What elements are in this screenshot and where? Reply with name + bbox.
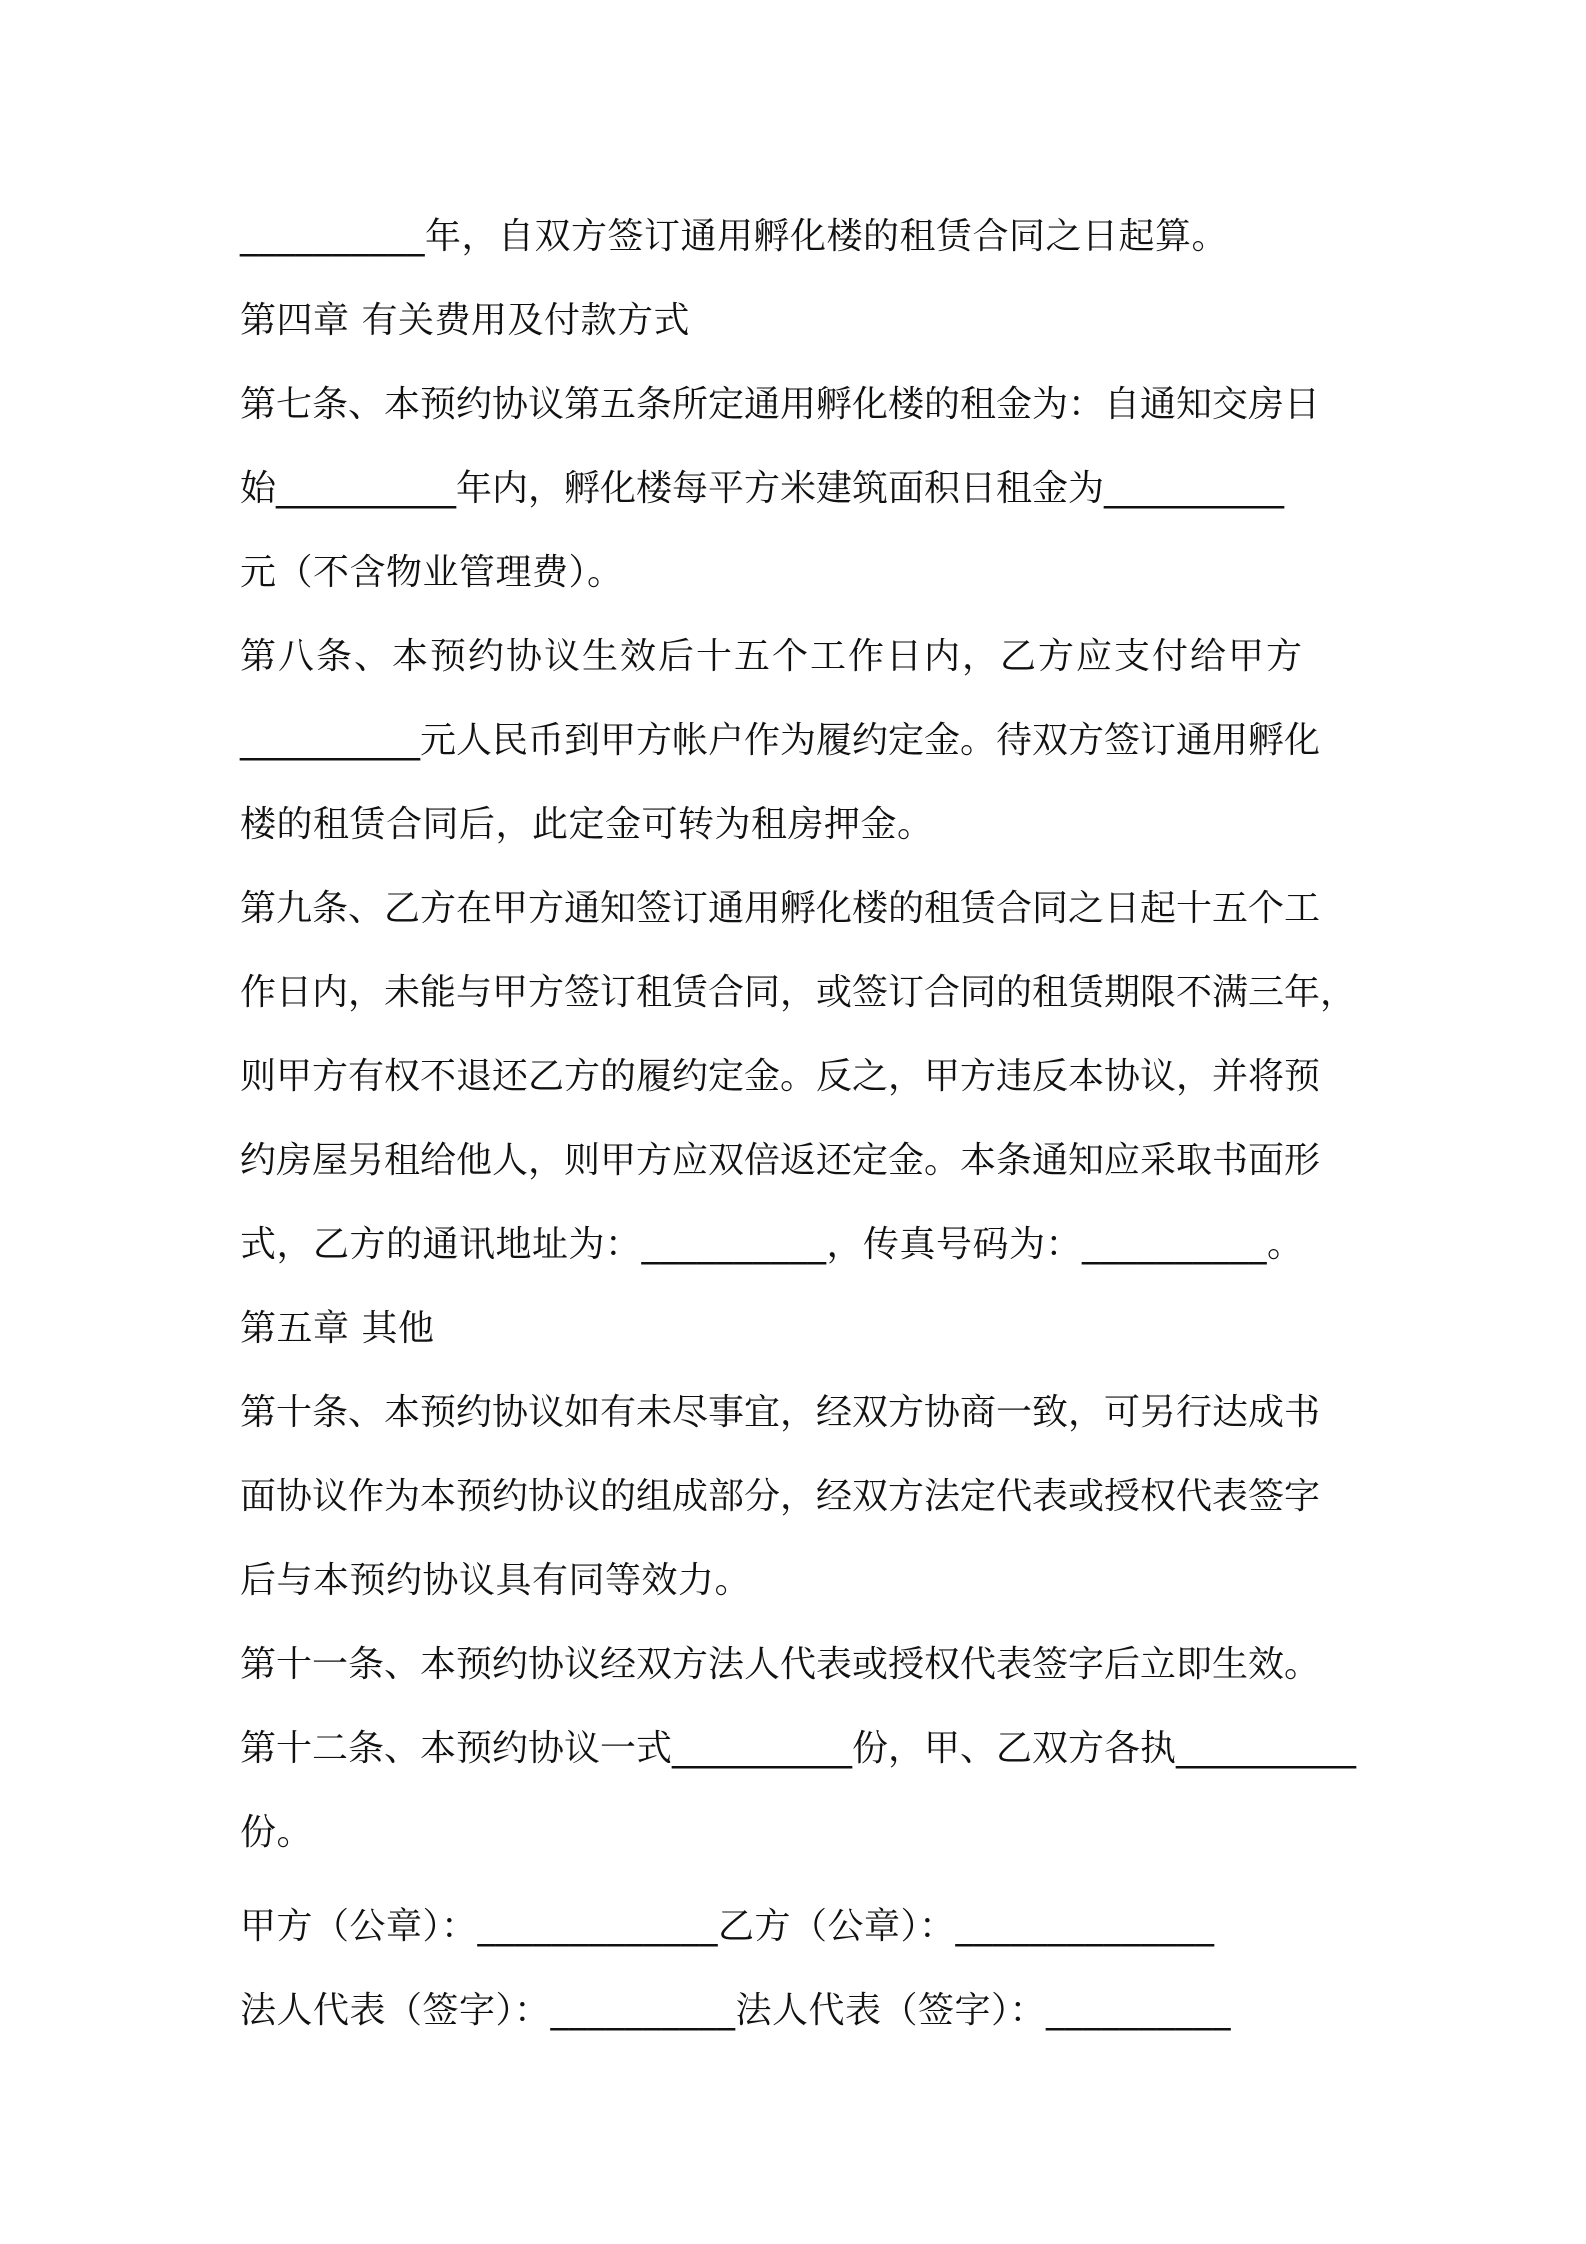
article-7-line-1: 第七条、本预约协议第五条所定通用孵化楼的租金为：自通知交房日 [240, 384, 1321, 425]
article-9-line-2: 作日内，未能与甲方签订租赁合同，或签订合同的租赁期限不满三年， [240, 972, 1357, 1013]
article-10-line-2: 面协议作为本预约协议的组成部分，经双方法定代表或授权代表签字 [240, 1476, 1321, 1517]
article-12-line-2: 份。 [240, 1812, 314, 1853]
text-line-1: __________年，自双方签订通用孵化楼的租赁合同之日起算。 [240, 216, 1229, 257]
article-9-line-4: 约房屋另租给他人，则甲方应双倍返还定金。本条通知应采取书面形 [240, 1140, 1321, 1181]
article-8-line-1: 第八条、本预约协议生效后十五个工作日内，乙方应支付给甲方 [240, 636, 1305, 677]
article-8-line-3: 楼的租赁合同后，此定金可转为租房押金。 [240, 804, 934, 845]
article-7-line-2: 始__________年内，孵化楼每平方米建筑面积日租金为__________ [240, 468, 1285, 509]
article-9-line-3: 则甲方有权不退还乙方的履约定金。反之，甲方违反本协议，并将预 [240, 1056, 1321, 1097]
article-8-line-2: __________元人民币到甲方帐户作为履约定金。待双方签订通用孵化 [240, 720, 1321, 761]
article-11-line-1: 第十一条、本预约协议经双方法人代表或授权代表签字后立即生效。 [240, 1644, 1321, 1685]
signature-representative-line: 法人代表（签字）：__________法人代表（签字）：__________ [240, 1990, 1232, 2031]
article-10-line-1: 第十条、本预约协议如有未尽事宜，经双方协商一致，可另行达成书 [240, 1392, 1321, 1433]
article-10-line-3: 后与本预约协议具有同等效力。 [240, 1560, 752, 1601]
article-12-line-1: 第十二条、本预约协议一式__________份，甲、乙双方各执__________ [240, 1728, 1357, 1769]
article-7-line-3: 元（不含物业管理费）。 [240, 552, 624, 593]
article-9-line-5: 式，乙方的通讯地址为：__________，传真号码为：__________。 [240, 1224, 1304, 1265]
signature-seal-line: 甲方（公章）：_____________乙方（公章）：______________ [240, 1906, 1215, 1947]
article-9-line-1: 第九条、乙方在甲方通知签订通用孵化楼的租赁合同之日起十五个工 [240, 888, 1321, 929]
chapter-5-heading: 第五章 其他 [240, 1308, 435, 1349]
chapter-4-heading: 第四章 有关费用及付款方式 [240, 300, 690, 341]
document-body [240, 195, 1360, 2053]
